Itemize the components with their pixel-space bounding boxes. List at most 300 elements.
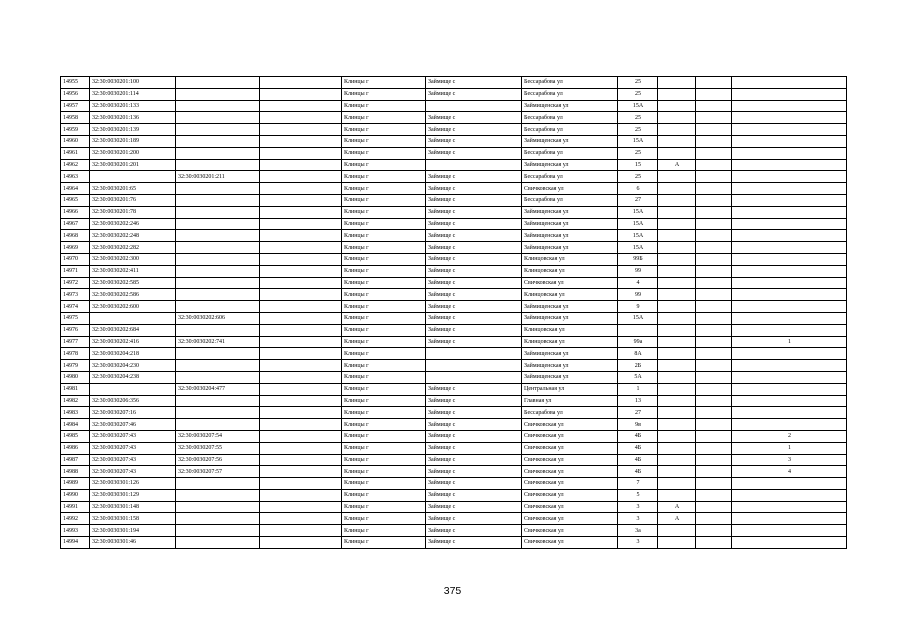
letter-cell bbox=[658, 537, 696, 549]
cadastral-number-cell: 32:30:0030301:194 bbox=[90, 525, 176, 537]
extra-number-cell bbox=[260, 289, 342, 301]
city-cell: Клинцы г bbox=[342, 265, 426, 277]
cadastral-number-cell: 32:30:0030301:148 bbox=[90, 501, 176, 513]
extra-number-cell bbox=[260, 324, 342, 336]
cadastral-number-cell: 32:30:0030202:411 bbox=[90, 265, 176, 277]
registry-table bbox=[60, 76, 847, 549]
row-number-cell: 14994 bbox=[61, 537, 90, 549]
street-cell: Займищенская ул bbox=[522, 312, 618, 324]
table-row bbox=[61, 253, 847, 265]
row-number-cell: 14993 bbox=[61, 525, 90, 537]
extra-number-cell bbox=[260, 277, 342, 289]
settlement-cell: Займище с bbox=[426, 525, 522, 537]
city-cell: Клинцы г bbox=[342, 324, 426, 336]
cadastral-number-cell: 32:30:0030202:600 bbox=[90, 301, 176, 313]
row-number-cell: 14967 bbox=[61, 218, 90, 230]
table-row bbox=[61, 194, 847, 206]
parent-cadastral-number-cell bbox=[176, 265, 260, 277]
city-cell: Клинцы г bbox=[342, 88, 426, 100]
row-number-cell: 14984 bbox=[61, 419, 90, 431]
extra-number-cell bbox=[260, 230, 342, 242]
letter-cell bbox=[658, 230, 696, 242]
extra-number-cell bbox=[260, 371, 342, 383]
parent-cadastral-number-cell bbox=[176, 277, 260, 289]
building-cell bbox=[696, 77, 732, 89]
parent-cadastral-number-cell: 32:30:0030204:477 bbox=[176, 383, 260, 395]
building-cell bbox=[696, 253, 732, 265]
building-cell bbox=[696, 360, 732, 372]
building-cell bbox=[696, 124, 732, 136]
street-cell: Займищенская ул bbox=[522, 100, 618, 112]
parent-cadastral-number-cell bbox=[176, 112, 260, 124]
street-cell: Центральная ул bbox=[522, 383, 618, 395]
settlement-cell: Займище с bbox=[426, 478, 522, 490]
house-cell: 3 bbox=[618, 501, 658, 513]
apartment-cell bbox=[732, 537, 847, 549]
apartment-cell bbox=[732, 419, 847, 431]
settlement-cell: Займище с bbox=[426, 77, 522, 89]
table-row bbox=[61, 466, 847, 478]
building-cell bbox=[696, 88, 732, 100]
table-row bbox=[61, 88, 847, 100]
parent-cadastral-number-cell bbox=[176, 489, 260, 501]
street-cell: Займищенская ул bbox=[522, 218, 618, 230]
street-cell: Займищенская ул bbox=[522, 159, 618, 171]
settlement-cell: Займище с bbox=[426, 124, 522, 136]
street-cell: Займищенская ул bbox=[522, 371, 618, 383]
apartment-cell bbox=[732, 112, 847, 124]
cadastral-number-cell: 32:30:0030204:238 bbox=[90, 371, 176, 383]
table-row bbox=[61, 206, 847, 218]
letter-cell bbox=[658, 100, 696, 112]
city-cell: Клинцы г bbox=[342, 171, 426, 183]
parent-cadastral-number-cell bbox=[176, 324, 260, 336]
apartment-cell bbox=[732, 265, 847, 277]
cadastral-number-cell: 32:30:0030201:76 bbox=[90, 194, 176, 206]
house-cell: 27 bbox=[618, 407, 658, 419]
table-row bbox=[61, 395, 847, 407]
settlement-cell: Займище с bbox=[426, 407, 522, 419]
apartment-cell: 1 bbox=[732, 442, 847, 454]
building-cell bbox=[696, 419, 732, 431]
house-cell: 5А bbox=[618, 371, 658, 383]
cadastral-number-cell: 32:30:0030202:585 bbox=[90, 277, 176, 289]
house-cell: 6 bbox=[618, 183, 658, 195]
cadastral-number-cell: 32:30:0030202:282 bbox=[90, 242, 176, 254]
row-number-cell: 14964 bbox=[61, 183, 90, 195]
extra-number-cell bbox=[260, 489, 342, 501]
letter-cell bbox=[658, 312, 696, 324]
house-cell: 25 bbox=[618, 77, 658, 89]
table-row bbox=[61, 383, 847, 395]
row-number-cell: 14970 bbox=[61, 253, 90, 265]
cadastral-number-cell: 32:30:0030201:200 bbox=[90, 147, 176, 159]
row-number-cell: 14969 bbox=[61, 242, 90, 254]
street-cell: Свичковская ул bbox=[522, 489, 618, 501]
city-cell: Клинцы г bbox=[342, 135, 426, 147]
apartment-cell bbox=[732, 395, 847, 407]
letter-cell bbox=[658, 88, 696, 100]
parent-cadastral-number-cell bbox=[176, 100, 260, 112]
extra-number-cell bbox=[260, 478, 342, 490]
cadastral-number-cell: 32:30:0030202:586 bbox=[90, 289, 176, 301]
table-row bbox=[61, 348, 847, 360]
settlement-cell: Займище с bbox=[426, 489, 522, 501]
building-cell bbox=[696, 265, 732, 277]
extra-number-cell bbox=[260, 407, 342, 419]
street-cell: Бессарабова ул bbox=[522, 147, 618, 159]
table-row bbox=[61, 336, 847, 348]
row-number-cell: 14966 bbox=[61, 206, 90, 218]
cadastral-number-cell bbox=[90, 312, 176, 324]
house-cell: 15А bbox=[618, 135, 658, 147]
row-number-cell: 14971 bbox=[61, 265, 90, 277]
settlement-cell: Займище с bbox=[426, 218, 522, 230]
row-number-cell: 14976 bbox=[61, 324, 90, 336]
city-cell: Клинцы г bbox=[342, 537, 426, 549]
city-cell: Клинцы г bbox=[342, 218, 426, 230]
extra-number-cell bbox=[260, 218, 342, 230]
parent-cadastral-number-cell bbox=[176, 501, 260, 513]
letter-cell bbox=[658, 371, 696, 383]
letter-cell bbox=[658, 171, 696, 183]
city-cell: Клинцы г bbox=[342, 348, 426, 360]
table-row bbox=[61, 324, 847, 336]
apartment-cell bbox=[732, 407, 847, 419]
table-row bbox=[61, 478, 847, 490]
letter-cell bbox=[658, 124, 696, 136]
settlement-cell: Займище с bbox=[426, 242, 522, 254]
row-number-cell: 14955 bbox=[61, 77, 90, 89]
extra-number-cell bbox=[260, 513, 342, 525]
street-cell: Свичковская ул bbox=[522, 501, 618, 513]
street-cell: Свичковская ул bbox=[522, 537, 618, 549]
house-cell: 15А bbox=[618, 242, 658, 254]
settlement-cell: Займище с bbox=[426, 312, 522, 324]
cadastral-number-cell: 32:30:0030201:201 bbox=[90, 159, 176, 171]
parent-cadastral-number-cell bbox=[176, 525, 260, 537]
parent-cadastral-number-cell: 32:30:0030201:211 bbox=[176, 171, 260, 183]
parent-cadastral-number-cell bbox=[176, 242, 260, 254]
settlement-cell: Займище с bbox=[426, 147, 522, 159]
city-cell: Клинцы г bbox=[342, 312, 426, 324]
letter-cell bbox=[658, 301, 696, 313]
extra-number-cell bbox=[260, 147, 342, 159]
extra-number-cell bbox=[260, 360, 342, 372]
settlement-cell: Займище с bbox=[426, 135, 522, 147]
table-row bbox=[61, 537, 847, 549]
city-cell: Клинцы г bbox=[342, 277, 426, 289]
letter-cell bbox=[658, 265, 696, 277]
settlement-cell: Займище с bbox=[426, 537, 522, 549]
settlement-cell: Займище с bbox=[426, 501, 522, 513]
extra-number-cell bbox=[260, 100, 342, 112]
extra-number-cell bbox=[260, 242, 342, 254]
street-cell: Главная ул bbox=[522, 395, 618, 407]
city-cell: Клинцы г bbox=[342, 454, 426, 466]
city-cell: Клинцы г bbox=[342, 525, 426, 537]
cadastral-number-cell: 32:30:0030202:300 bbox=[90, 253, 176, 265]
apartment-cell bbox=[732, 253, 847, 265]
city-cell: Клинцы г bbox=[342, 124, 426, 136]
letter-cell bbox=[658, 206, 696, 218]
city-cell: Клинцы г bbox=[342, 336, 426, 348]
cadastral-number-cell: 32:30:0030201:133 bbox=[90, 100, 176, 112]
street-cell: Свичковская ул bbox=[522, 419, 618, 431]
house-cell: 7 bbox=[618, 478, 658, 490]
apartment-cell: 1 bbox=[732, 336, 847, 348]
settlement-cell: Займище с bbox=[426, 265, 522, 277]
apartment-cell bbox=[732, 171, 847, 183]
registry-table-body bbox=[61, 77, 847, 549]
apartment-cell bbox=[732, 194, 847, 206]
table-row bbox=[61, 218, 847, 230]
building-cell bbox=[696, 348, 732, 360]
building-cell bbox=[696, 100, 732, 112]
extra-number-cell bbox=[260, 88, 342, 100]
building-cell bbox=[696, 277, 732, 289]
street-cell: Свичковская ул bbox=[522, 466, 618, 478]
settlement-cell: Займище с bbox=[426, 171, 522, 183]
house-cell: 99 bbox=[618, 289, 658, 301]
street-cell: Бессарабова ул bbox=[522, 77, 618, 89]
extra-number-cell bbox=[260, 395, 342, 407]
settlement-cell: Займище с bbox=[426, 183, 522, 195]
street-cell: Свичковская ул bbox=[522, 525, 618, 537]
building-cell bbox=[696, 112, 732, 124]
house-cell: 25 bbox=[618, 147, 658, 159]
settlement-cell: Займище с bbox=[426, 253, 522, 265]
row-number-cell: 14990 bbox=[61, 489, 90, 501]
table-row bbox=[61, 135, 847, 147]
settlement-cell: Займище с bbox=[426, 336, 522, 348]
settlement-cell: Займище с bbox=[426, 513, 522, 525]
building-cell bbox=[696, 171, 732, 183]
cadastral-number-cell: 32:30:0030207:43 bbox=[90, 466, 176, 478]
apartment-cell bbox=[732, 360, 847, 372]
street-cell: Свичковская ул bbox=[522, 513, 618, 525]
building-cell bbox=[696, 183, 732, 195]
building-cell bbox=[696, 478, 732, 490]
parent-cadastral-number-cell bbox=[176, 253, 260, 265]
table-row bbox=[61, 419, 847, 431]
house-cell: 4Б bbox=[618, 466, 658, 478]
house-cell: 9в bbox=[618, 419, 658, 431]
cadastral-number-cell: 32:30:0030207:43 bbox=[90, 442, 176, 454]
building-cell bbox=[696, 159, 732, 171]
apartment-cell bbox=[732, 242, 847, 254]
row-number-cell: 14989 bbox=[61, 478, 90, 490]
table-row bbox=[61, 277, 847, 289]
cadastral-number-cell: 32:30:0030201:78 bbox=[90, 206, 176, 218]
parent-cadastral-number-cell bbox=[176, 360, 260, 372]
house-cell: 15А bbox=[618, 218, 658, 230]
city-cell: Клинцы г bbox=[342, 407, 426, 419]
table-row bbox=[61, 124, 847, 136]
building-cell bbox=[696, 135, 732, 147]
extra-number-cell bbox=[260, 419, 342, 431]
table-row bbox=[61, 112, 847, 124]
building-cell bbox=[696, 395, 732, 407]
parent-cadastral-number-cell bbox=[176, 348, 260, 360]
row-number-cell: 14962 bbox=[61, 159, 90, 171]
letter-cell: А bbox=[658, 513, 696, 525]
street-cell: Клинцовская ул bbox=[522, 336, 618, 348]
row-number-cell: 14965 bbox=[61, 194, 90, 206]
building-cell bbox=[696, 336, 732, 348]
row-number-cell: 14983 bbox=[61, 407, 90, 419]
building-cell bbox=[696, 454, 732, 466]
cadastral-number-cell: 32:30:0030301:129 bbox=[90, 489, 176, 501]
house-cell: 25 bbox=[618, 88, 658, 100]
street-cell: Бессарабова ул bbox=[522, 112, 618, 124]
street-cell: Займищенская ул bbox=[522, 206, 618, 218]
building-cell bbox=[696, 383, 732, 395]
apartment-cell bbox=[732, 147, 847, 159]
house-cell: 4Б bbox=[618, 454, 658, 466]
apartment-cell bbox=[732, 324, 847, 336]
city-cell: Клинцы г bbox=[342, 442, 426, 454]
settlement-cell: Займище с bbox=[426, 430, 522, 442]
cadastral-number-cell: 32:30:0030204:230 bbox=[90, 360, 176, 372]
house-cell: 9 bbox=[618, 301, 658, 313]
letter-cell: А bbox=[658, 159, 696, 171]
house-cell: 99а bbox=[618, 336, 658, 348]
extra-number-cell bbox=[260, 77, 342, 89]
cadastral-number-cell: 32:30:0030202:416 bbox=[90, 336, 176, 348]
cadastral-number-cell: 32:30:0030301:46 bbox=[90, 537, 176, 549]
row-number-cell: 14977 bbox=[61, 336, 90, 348]
house-cell: 25 bbox=[618, 171, 658, 183]
building-cell bbox=[696, 430, 732, 442]
apartment-cell bbox=[732, 289, 847, 301]
apartment-cell bbox=[732, 277, 847, 289]
letter-cell bbox=[658, 419, 696, 431]
extra-number-cell bbox=[260, 383, 342, 395]
street-cell: Займищенская ул bbox=[522, 230, 618, 242]
settlement-cell bbox=[426, 159, 522, 171]
parent-cadastral-number-cell: 32:30:0030207:54 bbox=[176, 430, 260, 442]
letter-cell bbox=[658, 112, 696, 124]
table-row bbox=[61, 171, 847, 183]
apartment-cell: 4 bbox=[732, 466, 847, 478]
parent-cadastral-number-cell bbox=[176, 478, 260, 490]
apartment-cell bbox=[732, 489, 847, 501]
extra-number-cell bbox=[260, 265, 342, 277]
settlement-cell bbox=[426, 100, 522, 112]
apartment-cell bbox=[732, 371, 847, 383]
house-cell: 8А bbox=[618, 348, 658, 360]
cadastral-number-cell: 32:30:0030202:684 bbox=[90, 324, 176, 336]
street-cell: Бессарабова ул bbox=[522, 88, 618, 100]
table-row bbox=[61, 159, 847, 171]
row-number-cell: 14985 bbox=[61, 430, 90, 442]
cadastral-number-cell: 32:30:0030201:139 bbox=[90, 124, 176, 136]
cadastral-number-cell bbox=[90, 383, 176, 395]
extra-number-cell bbox=[260, 454, 342, 466]
city-cell: Клинцы г bbox=[342, 206, 426, 218]
row-number-cell: 14981 bbox=[61, 383, 90, 395]
letter-cell bbox=[658, 183, 696, 195]
letter-cell bbox=[658, 218, 696, 230]
settlement-cell: Займище с bbox=[426, 324, 522, 336]
building-cell bbox=[696, 442, 732, 454]
street-cell: Займищенская ул bbox=[522, 242, 618, 254]
letter-cell bbox=[658, 525, 696, 537]
building-cell bbox=[696, 537, 732, 549]
house-cell: 2Б bbox=[618, 360, 658, 372]
row-number-cell: 14972 bbox=[61, 277, 90, 289]
apartment-cell bbox=[732, 301, 847, 313]
apartment-cell bbox=[732, 218, 847, 230]
street-cell: Свичковская ул bbox=[522, 430, 618, 442]
city-cell: Клинцы г bbox=[342, 383, 426, 395]
settlement-cell: Займище с bbox=[426, 301, 522, 313]
letter-cell bbox=[658, 348, 696, 360]
parent-cadastral-number-cell bbox=[176, 183, 260, 195]
apartment-cell bbox=[732, 525, 847, 537]
table-row bbox=[61, 454, 847, 466]
settlement-cell: Займище с bbox=[426, 88, 522, 100]
parent-cadastral-number-cell bbox=[176, 371, 260, 383]
cadastral-number-cell: 32:30:0030204:218 bbox=[90, 348, 176, 360]
table-row bbox=[61, 242, 847, 254]
extra-number-cell bbox=[260, 312, 342, 324]
letter-cell bbox=[658, 324, 696, 336]
parent-cadastral-number-cell: 32:30:0030207:56 bbox=[176, 454, 260, 466]
table-row bbox=[61, 371, 847, 383]
extra-number-cell bbox=[260, 442, 342, 454]
row-number-cell: 14978 bbox=[61, 348, 90, 360]
parent-cadastral-number-cell bbox=[176, 289, 260, 301]
city-cell: Клинцы г bbox=[342, 419, 426, 431]
letter-cell bbox=[658, 478, 696, 490]
letter-cell bbox=[658, 395, 696, 407]
city-cell: Клинцы г bbox=[342, 430, 426, 442]
apartment-cell bbox=[732, 312, 847, 324]
street-cell: Свичковская ул bbox=[522, 277, 618, 289]
street-cell: Займищенская ул bbox=[522, 348, 618, 360]
letter-cell bbox=[658, 442, 696, 454]
row-number-cell: 14974 bbox=[61, 301, 90, 313]
row-number-cell: 14975 bbox=[61, 312, 90, 324]
extra-number-cell bbox=[260, 124, 342, 136]
letter-cell bbox=[658, 194, 696, 206]
city-cell: Клинцы г bbox=[342, 100, 426, 112]
house-cell: 99 bbox=[618, 265, 658, 277]
table-row bbox=[61, 301, 847, 313]
city-cell: Клинцы г bbox=[342, 489, 426, 501]
building-cell bbox=[696, 371, 732, 383]
cadastral-number-cell: 32:30:0030202:248 bbox=[90, 230, 176, 242]
settlement-cell: Займище с bbox=[426, 206, 522, 218]
table-row bbox=[61, 147, 847, 159]
house-cell: 3 bbox=[618, 537, 658, 549]
parent-cadastral-number-cell bbox=[176, 135, 260, 147]
city-cell: Клинцы г bbox=[342, 360, 426, 372]
street-cell: Займищенская ул bbox=[522, 360, 618, 372]
building-cell bbox=[696, 501, 732, 513]
apartment-cell bbox=[732, 383, 847, 395]
settlement-cell: Займище с bbox=[426, 466, 522, 478]
letter-cell bbox=[658, 77, 696, 89]
row-number-cell: 14987 bbox=[61, 454, 90, 466]
table-row bbox=[61, 501, 847, 513]
settlement-cell bbox=[426, 348, 522, 360]
building-cell bbox=[696, 289, 732, 301]
row-number-cell: 14960 bbox=[61, 135, 90, 147]
city-cell: Клинцы г bbox=[342, 513, 426, 525]
